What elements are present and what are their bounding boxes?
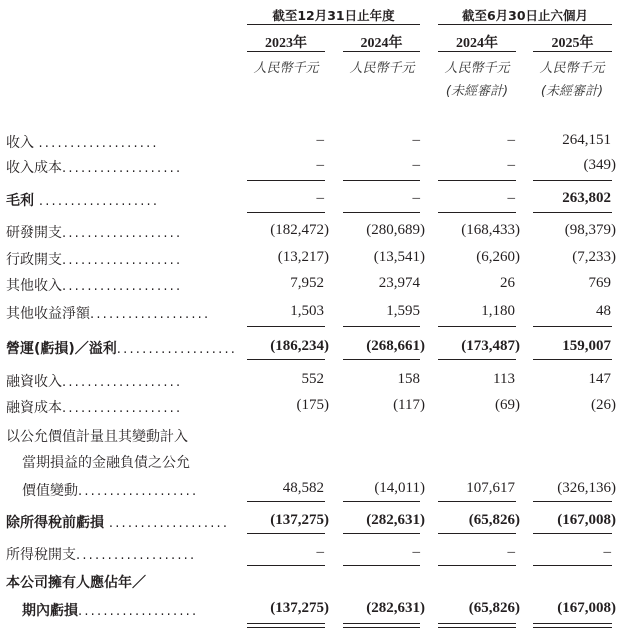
subtotal-rule [438,501,516,502]
subtotal-rule [343,180,420,181]
row-label-operating-loss-profit: 營運(虧損)／溢利................... [6,341,238,357]
cell: 107,617 [466,480,515,496]
cell: (326,136) [557,480,616,496]
column-note-unaudited: (未經審計) [540,84,604,99]
year-underline [438,51,516,52]
cell: – [316,157,324,173]
subtotal-rule [438,565,516,566]
cell: (175) [296,397,329,413]
subtotal-rule [343,533,420,534]
cell: 552 [301,371,324,387]
row-label-finance-costs: 融資成本................... [6,400,183,416]
row-label-fair-value-changes-line3: 價值變動................... [22,483,199,499]
cell: 1,180 [481,303,515,319]
cell: (167,008) [557,600,616,616]
cell: – [507,544,515,560]
cell: (282,631) [366,512,425,528]
column-unit: 人民幣千元 [444,61,510,76]
column-unit: 人民幣千元 [349,61,415,76]
column-unit: 人民幣千元 [539,61,605,76]
double-rule [533,623,612,624]
subtotal-rule [438,326,516,327]
subtotal-rule [343,326,420,327]
subtotal-rule [343,501,420,502]
cell: 264,151 [562,132,611,148]
cell: – [507,190,515,206]
cell: 769 [588,275,611,291]
header-group-underline [247,24,420,25]
row-label-other-income: 其他收入................... [6,278,183,294]
cell: (173,487) [461,338,520,354]
subtotal-rule [533,212,612,213]
subtotal-rule [438,212,516,213]
cell: – [507,132,515,148]
column-year-2025-interim: 2025年 [551,36,594,51]
row-label-admin-expenses: 行政開支................... [6,252,183,268]
cell: 26 [500,275,515,291]
row-label-income-tax-expense: 所得稅開支................... [6,547,197,563]
row-label-fair-value-changes-line2: 當期損益的金融負債之公允 [22,455,190,471]
subtotal-rule [247,359,325,360]
cell: 23,974 [378,275,420,291]
cell: (6,260) [476,249,520,265]
cell: (13,541) [373,249,425,265]
subtotal-rule [438,180,516,181]
cell: (14,011) [374,480,425,496]
cell: (65,826) [468,512,520,528]
column-year-2023: 2023年 [265,36,307,51]
cell: 48 [596,303,611,319]
double-rule [438,623,516,624]
subtotal-rule [438,359,516,360]
cell: 1,595 [386,303,420,319]
cell: (182,472) [270,222,329,238]
cell: (65,826) [468,600,520,616]
cell: – [316,132,324,148]
cell: (186,234) [270,338,329,354]
cell: 263,802 [562,190,611,206]
double-rule [343,623,420,624]
cell: – [412,544,420,560]
cell: – [507,157,515,173]
cell: (7,233) [572,249,616,265]
year-underline [533,51,612,52]
cell: (98,379) [564,222,616,238]
subtotal-rule [247,501,325,502]
header-group-six-months: 截至6月30日止六個月 [461,8,589,23]
row-label-revenue: 收入 ................... [6,135,159,151]
subtotal-rule [438,533,516,534]
cell: 48,582 [282,480,324,496]
row-label-rnd-expenses: 研發開支................... [6,225,183,241]
double-rule [247,627,325,628]
subtotal-rule [247,180,325,181]
cell: (168,433) [461,222,520,238]
cell: 158 [397,371,420,387]
cell: 7,952 [290,275,324,291]
cell: (282,631) [366,600,425,616]
cell: – [316,190,324,206]
cell: 159,007 [562,338,611,354]
double-rule [247,623,325,624]
year-underline [343,51,420,52]
double-rule [343,627,420,628]
double-rule [438,627,516,628]
subtotal-rule [247,212,325,213]
subtotal-rule [533,359,612,360]
subtotal-rule [533,565,612,566]
cell: (280,689) [366,222,425,238]
column-year-2024: 2024年 [360,36,403,51]
subtotal-rule [533,326,612,327]
subtotal-rule [247,326,325,327]
column-unit: 人民幣千元 [253,61,319,76]
row-label-finance-income: 融資收入................... [6,374,183,390]
subtotal-rule [533,180,612,181]
subtotal-rule [343,359,420,360]
cell: – [412,157,420,173]
header-group-underline [438,24,612,25]
row-label-loss-before-tax: 除所得稅前虧損 ................... [6,515,230,531]
row-label-loss-attributable-line1: 本公司擁有人應佔年／ [6,575,146,591]
row-label-fair-value-changes-line1: 以公允價值計量且其變動計入 [6,429,188,445]
cell: (167,008) [557,512,616,528]
subtotal-rule [247,565,325,566]
subtotal-rule [247,533,325,534]
cell: (26) [591,397,616,413]
cell: 147 [588,371,611,387]
cell: (69) [495,397,520,413]
cell: – [412,190,420,206]
cell: (349) [583,157,616,173]
header-group-year-ended: 截至12月31日止年度 [272,8,395,23]
subtotal-rule [343,565,420,566]
column-year-2024-interim: 2024年 [456,36,498,51]
cell: (268,661) [366,338,425,354]
row-label-cost-of-revenue: 收入成本................... [6,160,183,176]
cell: 1,503 [290,303,324,319]
cell: – [316,544,324,560]
cell: – [603,544,611,560]
row-label-loss-attributable-line2: 期內虧損................... [22,603,199,619]
row-label-other-gains-net: 其他收益淨額................... [6,306,211,322]
subtotal-rule [533,501,612,502]
cell: – [412,132,420,148]
subtotal-rule [343,212,420,213]
subtotal-rule [533,533,612,534]
year-underline [247,51,325,52]
cell: (137,275) [270,512,329,528]
cell: (13,217) [277,249,329,265]
column-note-unaudited: (未經審計) [445,84,509,99]
row-label-gross-profit: 毛利 ................... [6,193,160,209]
cell: (137,275) [270,600,329,616]
double-rule [533,627,612,628]
cell: 113 [493,371,515,387]
cell: (117) [393,397,425,413]
